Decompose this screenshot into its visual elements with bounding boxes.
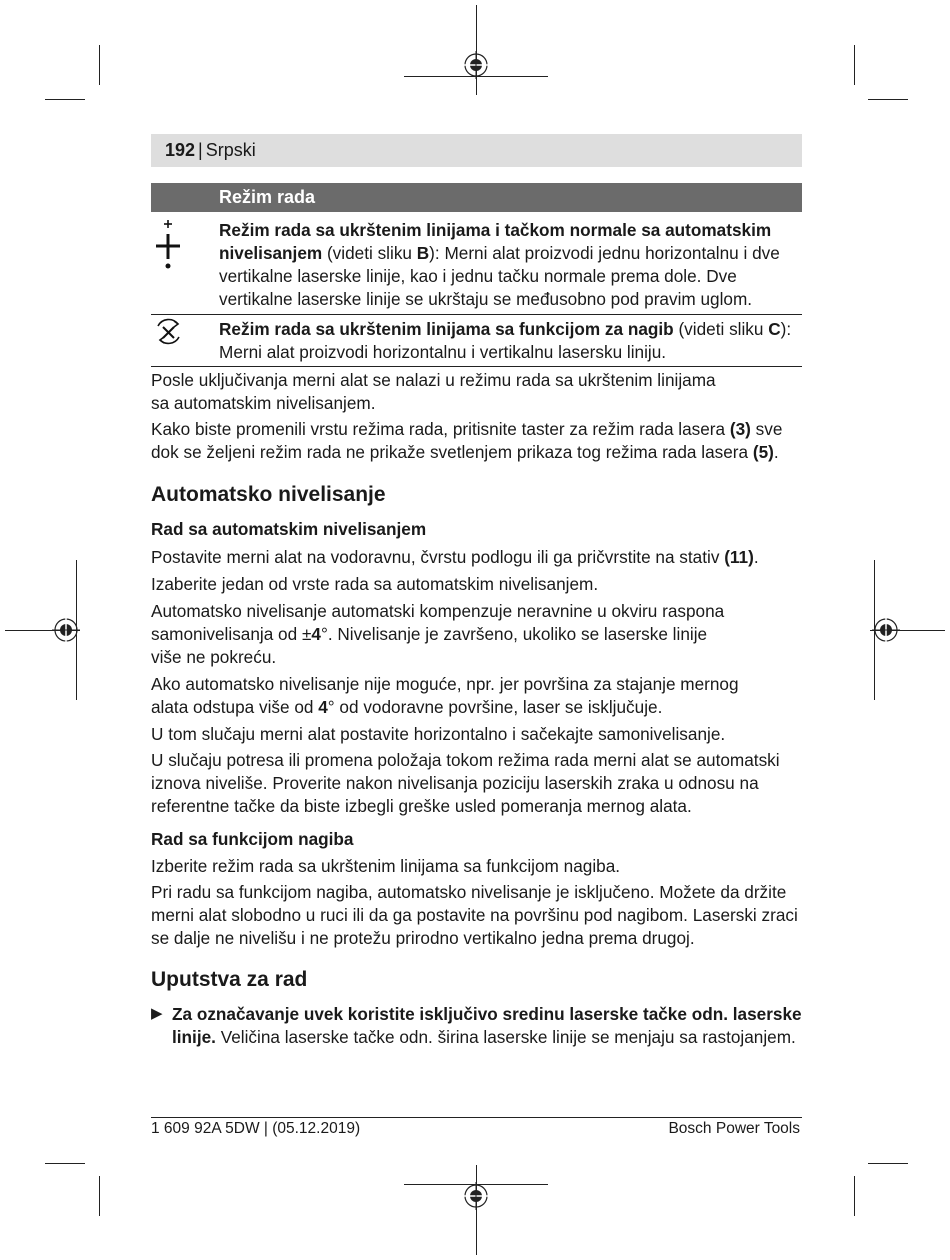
paragraph: Izaberite jedan od vrste rada sa automatskim nivelisanjem. — [151, 574, 599, 594]
figure-ref: C — [768, 319, 781, 339]
registration-mark-left — [52, 616, 80, 644]
paragraph: Automatsko nivelisanje automatski kompenzuje neravnine u okviru raspona samonivelisanja od ±4°. Nivelisanje je završeno, ukoliko se laserske linije više ne pokreću. — [151, 601, 725, 667]
table-row-1: Režim rada sa ukrštenim linijama i tačkom normale sa automatskim nivelisanjem (videti sliku B): Merni alat proizvodi jednu horizontalnu i dve vertikalne laserske linije, kao i jednu tačku normale prema dole. Dve vertikalne laserske linije se ukrštaju se međusobno pod pravim uglom. — [219, 220, 780, 309]
paragraph: U tom slučaju merni alat postavite horizontalno i sačekajte samonivelisanje. — [151, 724, 726, 744]
table-header — [151, 183, 802, 212]
part-ref: (11) — [724, 547, 754, 567]
subsection-heading: Rad sa automatskim nivelisanjem — [151, 519, 427, 539]
table-row-divider — [151, 314, 802, 315]
bullet-triangle-icon: ▶ — [151, 1005, 163, 1022]
part-ref: (3) — [729, 419, 751, 439]
registration-mark-top — [462, 51, 490, 79]
subsection-heading: Rad sa funkcijom nagiba — [151, 829, 354, 849]
section-heading: Automatsko nivelisanje — [151, 483, 386, 506]
tilt-function-icon — [152, 317, 186, 347]
figure-ref: B — [416, 243, 430, 263]
page-number: 192 — [165, 140, 196, 160]
footer-rule — [151, 1117, 802, 1118]
page-header — [165, 140, 256, 161]
header-language: Srpski — [205, 140, 256, 160]
table-column-header: Režim rada — [219, 187, 316, 207]
footer-brand: Bosch Power Tools — [668, 1120, 800, 1137]
paragraph: Posle uključivanja merni alat se nalazi u režimu rada sa ukrštenim linijama sa automatskim nivelisanjem. — [151, 370, 716, 413]
mode-title: Režim rada sa ukrštenim linijama i tačkom normale sa automatskim nivelisanjem — [219, 220, 772, 263]
mode-title: Režim rada sa ukrštenim linijama sa funkcijom za nagib — [219, 319, 674, 339]
paragraph: Postavite merni alat na vodoravnu, čvrstu podlogu ili ga pričvrstite na stativ (11). — [151, 547, 759, 567]
cross-line-plumb-point-icon — [154, 218, 184, 270]
bullet-item: Za označavanje uvek koristite isključivo sredinu laserske tačke odn. laserske linije. Veličina laserske tačke odn. širina laserske linije se menjaju sa rastojanjem. — [172, 1004, 802, 1047]
paragraph: Ako automatsko nivelisanje nije moguće, npr. jer površina za stajanje mernog alata odstupa više od 4° od vodoravne površine, laser se isključuje. — [151, 674, 739, 717]
mode-description: Merni alat proizvodi jednu horizontalnu i dve vertikalne laserske linije, kao i jednu tačku normale prema dole. Dve vertikalne laserske linije se ukrštaju se međusobno pod pravim uglom. — [219, 243, 780, 309]
section-heading: Uputstva za rad — [151, 968, 308, 991]
table-bottom-rule — [151, 366, 802, 367]
paragraph: Pri radu sa funkcijom nagiba, automatsko nivelisanje je isključeno. Možete da držite merni alat slobodno u ruci ili da ga postavite na površinu pod nagibom. Laserski zraci se dalje ne nivelišu i ne protežu prirodno vertikalno jedna prema drugoj. — [151, 882, 798, 948]
mode-description: Merni alat proizvodi horizontalnu i vertikalnu lasersku liniju. — [219, 342, 667, 362]
table-row-2: Režim rada sa ukrštenim linijama sa funkcijom za nagib (videti sliku C): Merni alat proizvodi horizontalnu i vertikalnu lasersku liniju. — [219, 319, 792, 362]
registration-mark-bottom — [462, 1182, 490, 1210]
paragraph: U slučaju potresa ili promena položaja tokom režima rada merni alat se automatski iznova niveliše. Proverite nakon nivelisanja poziciju laserskih zraka u odnosu na referentne tačke da biste izbegli greške usled pomeranja mernog alata. — [151, 750, 780, 816]
registration-mark-right — [872, 616, 900, 644]
part-ref: (5) — [752, 442, 774, 462]
footer-doc-ref: 1 609 92A 5DW | (05.12.2019) — [151, 1120, 361, 1137]
header-separator: | — [198, 140, 203, 160]
paragraph: Izberite režim rada sa ukrštenim linijama sa funkcijom nagiba. — [151, 856, 621, 876]
paragraph: Kako biste promenili vrstu režima rada, pritisnite taster za režim rada lasera (3) sve dok se željeni režim rada ne prikaže svetlenjem prikaza tog režima rada lasera (5). — [151, 419, 783, 462]
